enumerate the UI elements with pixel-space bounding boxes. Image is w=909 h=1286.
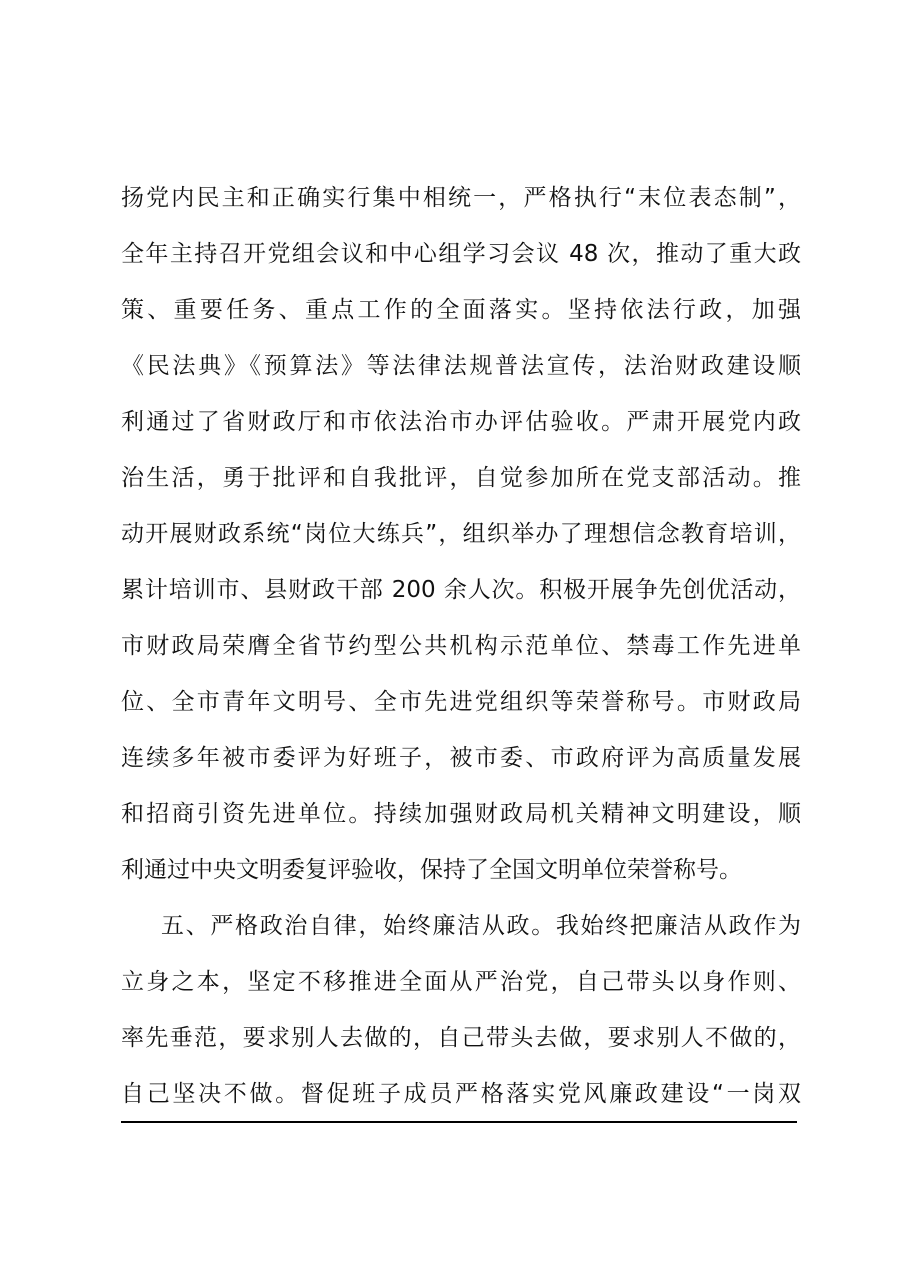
text-line: 治生活，勇于批评和自我批评，自觉参加所在党支部活动。推 bbox=[121, 465, 801, 491]
text-line: 位、全市青年文明号、全市先进党组织等荣誉称号。市财政局 bbox=[121, 689, 801, 715]
text-line: 率先垂范，要求别人去做的，自己带头去做，要求别人不做的， bbox=[121, 1025, 801, 1051]
text-line: 市财政局荣膺全省节约型公共机构示范单位、禁毒工作先进单 bbox=[121, 633, 801, 659]
paragraph-end-line: 利通过中央文明委复评验收，保持了全国文明单位荣誉称号。 bbox=[121, 857, 742, 883]
text-line: 《民法典》《预算法》等法律法规普法宣传，法治财政建设顺 bbox=[121, 353, 801, 379]
text-line: 动开展财政系统“岗位大练兵”，组织举办了理想信念教育培训， bbox=[121, 521, 801, 547]
text-line: 立身之本，坚定不移推进全面从严治党，自己带头以身作则、 bbox=[121, 969, 801, 995]
text-line: 全年主持召开党组会议和中心组学习会议 48 次，推动了重大政 bbox=[121, 241, 801, 267]
text-line: 利通过了省财政厅和市依法治市办评估验收。严肃开展党内政 bbox=[121, 409, 801, 435]
text-line: 策、重要任务、重点工作的全面落实。坚持依法行政，加强 bbox=[121, 297, 801, 323]
text-line: 扬党内民主和正确实行集中相统一，严格执行“末位表态制”， bbox=[121, 185, 801, 211]
text-line: 和招商引资先进单位。持续加强财政局机关精神文明建设，顺 bbox=[121, 801, 801, 827]
text-line: 累计培训市、县财政干部 200 余人次。积极开展争先创优活动， bbox=[121, 577, 801, 603]
text-line: 自己坚决不做。督促班子成员严格落实党风廉政建设“一岗双 bbox=[121, 1081, 801, 1107]
text-line: 连续多年被市委评为好班子，被市委、市政府评为高质量发展 bbox=[121, 745, 801, 771]
section-heading-line: 五、严格政治自律，始终廉洁从政。我始终把廉洁从政作为 bbox=[161, 913, 801, 939]
body-text bbox=[121, 170, 801, 1122]
footer-divider bbox=[121, 1121, 797, 1123]
